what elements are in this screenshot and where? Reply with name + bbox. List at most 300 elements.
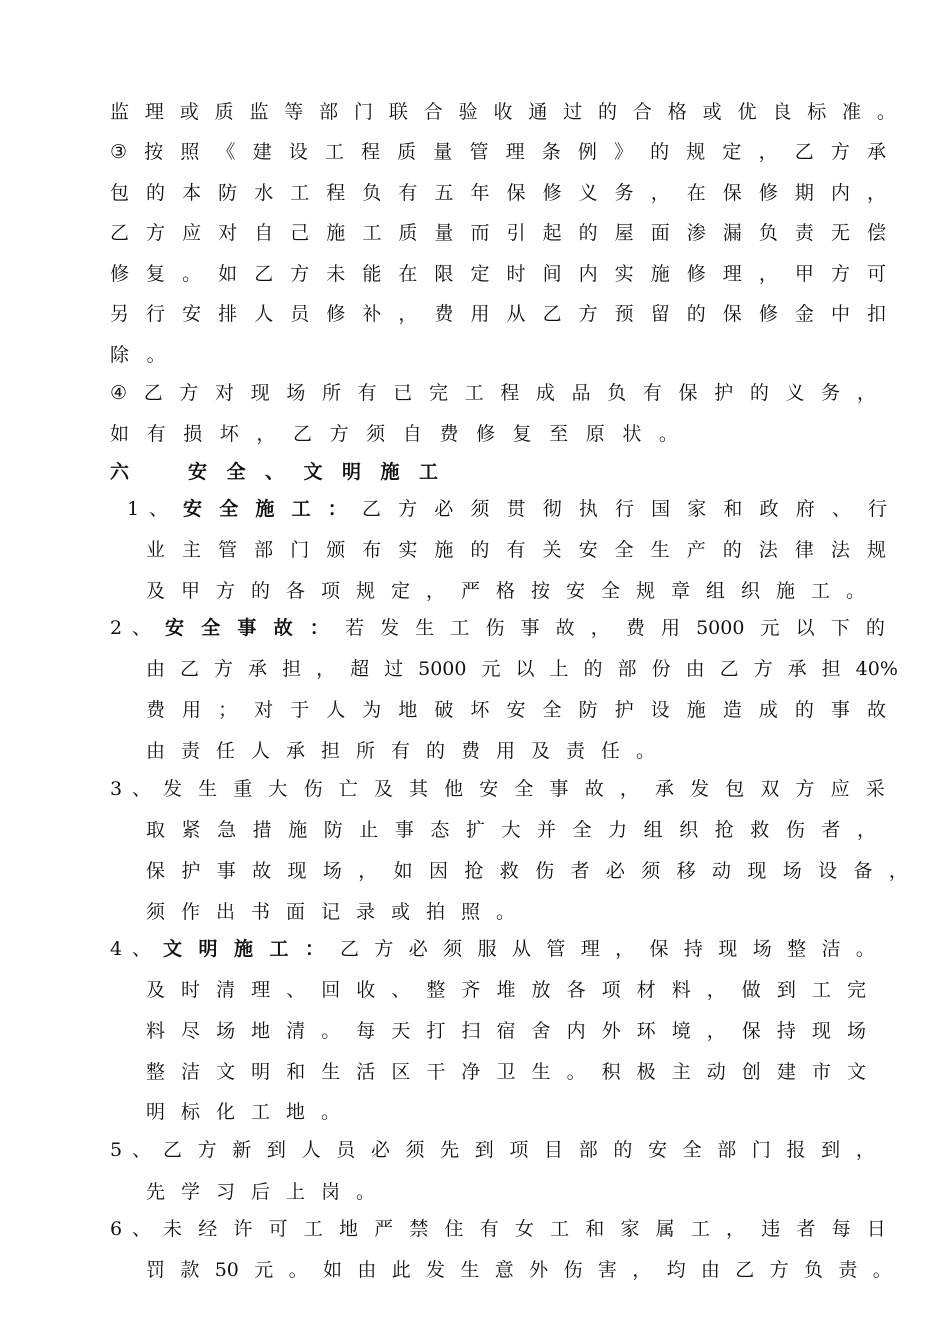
glyph: 重 (233, 778, 253, 800)
glyph: 有 (146, 423, 166, 445)
glyph: 费 (625, 617, 645, 639)
item-line (163, 1138, 875, 1162)
glyph: 实 (398, 539, 418, 561)
glyph: 组 (643, 819, 663, 841)
glyph: 场 (846, 1020, 866, 1042)
glyph: 担 (821, 658, 841, 680)
glyph: 上 (549, 658, 569, 680)
glyph: 护 (714, 382, 734, 404)
glyph: 面 (286, 901, 306, 923)
glyph: 方 (374, 938, 394, 960)
glyph: 必 (370, 1139, 390, 1161)
item-number (110, 1217, 154, 1241)
glyph: 织 (679, 819, 699, 841)
glyph: 对 (218, 222, 238, 244)
glyph: 己 (290, 222, 310, 244)
glyph: 补 (362, 303, 382, 325)
glyph: ， (619, 778, 639, 800)
glyph: 地 (286, 1101, 306, 1123)
glyph: 有 (398, 182, 418, 204)
glyph: 因 (429, 860, 449, 882)
glyph: 由 (146, 740, 166, 762)
glyph: 场 (782, 860, 802, 882)
glyph: 另 (110, 303, 130, 325)
item-line (146, 739, 671, 763)
glyph: 方 (753, 658, 773, 680)
glyph: 程 (361, 141, 381, 163)
glyph: 及 (531, 740, 551, 762)
glyph: 发 (690, 778, 710, 800)
glyph: 质 (398, 222, 418, 244)
glyph: 安 (182, 303, 202, 325)
glyph: 者 (570, 860, 590, 882)
glyph: 全 (542, 699, 562, 721)
glyph: 门 (751, 1139, 771, 1161)
glyph: 工 (324, 141, 344, 163)
glyph: 现 (718, 938, 738, 960)
glyph: 下 (830, 617, 850, 639)
glyph: 门 (290, 539, 310, 561)
glyph: 此 (391, 1259, 411, 1281)
glyph: 的 (426, 740, 446, 762)
glyph: 保 (722, 303, 742, 325)
glyph: ， (398, 303, 418, 325)
glyph: 防 (578, 699, 598, 721)
item-line (146, 657, 898, 681)
glyph: 到 (266, 1139, 286, 1161)
item-number (110, 1138, 154, 1162)
glyph: 费 (434, 303, 454, 325)
glyph: 伤 (785, 819, 805, 841)
glyph: 目 (544, 1139, 564, 1161)
glyph: 全 (219, 498, 239, 520)
glyph: 、 (132, 1218, 152, 1240)
glyph: 义 (785, 382, 805, 404)
glyph: 织 (741, 580, 761, 602)
glyph: 照 (180, 141, 200, 163)
glyph: 留 (650, 303, 670, 325)
glyph: 施 (255, 498, 275, 520)
glyph: ， (615, 938, 635, 960)
glyph: 人 (251, 740, 271, 762)
glyph: 化 (216, 1101, 236, 1123)
glyph: 负 (804, 1259, 824, 1281)
glyph: 乙 (340, 938, 360, 960)
glyph: 标 (807, 101, 827, 123)
glyph: 施 (776, 580, 796, 602)
glyph: 若 (345, 617, 365, 639)
glyph: 严 (461, 580, 481, 602)
glyph: 监 (249, 101, 269, 123)
glyph: 环 (636, 1020, 656, 1042)
glyph: 、 (132, 1139, 152, 1161)
glyph: 成 (535, 382, 555, 404)
glyph: 引 (506, 222, 526, 244)
glyph: 救 (499, 860, 519, 882)
glyph: 习 (216, 1181, 236, 1203)
glyph: 备 (853, 860, 873, 882)
glyph: 复 (512, 423, 532, 445)
glyph: 乙 (254, 263, 274, 285)
glyph: 原 (585, 423, 605, 445)
glyph: 伤 (563, 1259, 583, 1281)
glyph: 方 (290, 263, 310, 285)
glyph: 严 (374, 1218, 394, 1240)
glyph: 料 (146, 1020, 166, 1042)
glyph: ， (650, 182, 670, 204)
glyph: 方 (769, 1259, 789, 1281)
glyph: 乙 (143, 382, 163, 404)
glyph: 40% (855, 658, 898, 680)
glyph: ； (218, 699, 238, 721)
glyph: 生 (321, 1061, 341, 1083)
glyph: 在 (398, 263, 418, 285)
glyph: 动 (712, 860, 732, 882)
glyph: 除 (110, 344, 130, 366)
glyph: 舍 (531, 1020, 551, 1042)
glyph: 内 (830, 182, 850, 204)
glyph: 全 (601, 580, 621, 602)
glyph: 年 (470, 182, 490, 204)
glyph: 文 (216, 1061, 236, 1083)
glyph: 贯 (506, 498, 526, 520)
glyph: 的 (686, 303, 706, 325)
glyph: 量 (434, 222, 454, 244)
glyph: 规 (686, 141, 706, 163)
glyph: 彻 (542, 498, 562, 520)
glyph: 5000 (696, 617, 745, 639)
glyph: 修 (542, 182, 562, 204)
glyph: 须 (443, 938, 463, 960)
glyph: 状 (622, 423, 642, 445)
glyph: 优 (737, 101, 757, 123)
glyph: 自 (254, 222, 274, 244)
glyph: 费 (439, 423, 459, 445)
glyph: 场 (216, 1020, 236, 1042)
item-line (146, 900, 531, 924)
glyph: ， (758, 141, 778, 163)
glyph: 能 (362, 263, 382, 285)
glyph: 伤 (485, 617, 505, 639)
glyph: 联 (388, 101, 408, 123)
glyph: 应 (182, 222, 202, 244)
glyph: 修 (758, 182, 778, 204)
glyph: 任 (216, 740, 236, 762)
glyph: 施 (380, 461, 400, 483)
glyph: 方 (179, 382, 199, 404)
glyph: 女 (514, 1218, 534, 1240)
glyph: 保 (722, 182, 742, 204)
glyph: 规 (866, 539, 886, 561)
glyph: 洁 (181, 1061, 201, 1083)
paragraph-line (110, 140, 886, 164)
glyph: 质 (214, 101, 234, 123)
glyph: 。 (182, 263, 202, 285)
glyph: 、 (149, 498, 169, 520)
glyph: 尽 (181, 1020, 201, 1042)
glyph: 安 (506, 699, 526, 721)
glyph: 发 (163, 778, 183, 800)
glyph: 、 (132, 617, 152, 639)
glyph: 偿 (866, 222, 886, 244)
glyph: 均 (666, 1259, 686, 1281)
glyph: 用 (660, 617, 680, 639)
glyph: 业 (146, 539, 166, 561)
glyph: 以 (515, 658, 535, 680)
glyph: 全 (514, 778, 534, 800)
glyph: 保 (506, 182, 526, 204)
glyph: 工 (251, 1101, 271, 1123)
glyph: 有 (479, 1218, 499, 1240)
glyph: 中 (830, 303, 850, 325)
glyph: 定 (722, 141, 742, 163)
glyph: 责 (838, 1259, 858, 1281)
glyph: 《 (216, 141, 236, 163)
glyph: 的 (650, 141, 670, 163)
paragraph-line (110, 262, 886, 286)
glyph: 方 (329, 423, 349, 445)
glyph: 程 (326, 182, 346, 204)
glyph: 3 (110, 778, 123, 800)
glyph: 方 (197, 1139, 217, 1161)
glyph: 或 (179, 101, 199, 123)
glyph: 事 (394, 819, 414, 841)
item-number (127, 497, 171, 521)
glyph: 须 (641, 860, 661, 882)
paragraph-line (110, 100, 896, 124)
glyph: 项 (509, 1139, 529, 1161)
glyph: 有 (642, 382, 662, 404)
glyph: 所 (321, 382, 341, 404)
glyph: 的 (598, 101, 618, 123)
glyph: 的 (794, 699, 814, 721)
glyph: ： (305, 938, 325, 960)
glyph: 法 (830, 539, 850, 561)
glyph: 的 (146, 182, 166, 204)
glyph: 各 (286, 580, 306, 602)
glyph: 整 (426, 979, 446, 1001)
glyph: 违 (761, 1218, 781, 1240)
glyph: 五 (434, 182, 454, 204)
glyph: 门 (354, 101, 374, 123)
glyph: 各 (566, 979, 586, 1001)
glyph: 安 (566, 580, 586, 602)
glyph: 施 (326, 222, 346, 244)
glyph: 救 (750, 819, 770, 841)
glyph: 以 (795, 617, 815, 639)
glyph: 和 (723, 498, 743, 520)
glyph: 保 (146, 860, 166, 882)
glyph: 工 (419, 461, 439, 483)
glyph: 标 (181, 1101, 201, 1123)
glyph: 负 (758, 222, 778, 244)
glyph: ， (316, 658, 336, 680)
glyph: 关 (542, 539, 562, 561)
glyph: 到 (474, 1139, 494, 1161)
glyph: 方 (795, 778, 815, 800)
glyph: 须 (366, 423, 386, 445)
glyph: 急 (217, 819, 237, 841)
glyph: 极 (636, 1061, 656, 1083)
glyph: 有 (506, 539, 526, 561)
glyph: 市 (811, 1061, 831, 1083)
glyph: 场 (752, 938, 772, 960)
glyph: 格 (496, 580, 516, 602)
glyph: 先 (440, 1139, 460, 1161)
glyph: 文 (163, 938, 183, 960)
glyph: 。 (496, 901, 516, 923)
glyph: 到 (776, 979, 796, 1001)
glyph: 从 (506, 303, 526, 325)
glyph: 规 (356, 580, 376, 602)
glyph: 在 (686, 182, 706, 204)
glyph: 方 (214, 658, 234, 680)
glyph: 期 (794, 182, 814, 204)
glyph: 全 (201, 617, 221, 639)
glyph: 每 (356, 1020, 376, 1042)
item-line (146, 698, 886, 722)
glyph: 外 (529, 1259, 549, 1281)
item-line (146, 1060, 866, 1084)
glyph: 由 (700, 1259, 720, 1281)
glyph: 金 (794, 303, 814, 325)
glyph: 安 (165, 617, 185, 639)
glyph: 明 (342, 461, 362, 483)
glyph: 材 (636, 979, 656, 1001)
item-line (146, 538, 886, 562)
glyph: ， (256, 423, 276, 445)
glyph: 措 (252, 819, 272, 841)
glyph: 组 (706, 580, 726, 602)
glyph: 为 (362, 699, 382, 721)
glyph: 伤 (303, 778, 323, 800)
glyph: ， (632, 1259, 652, 1281)
glyph: 全 (572, 819, 592, 841)
list-item-2 (110, 616, 886, 640)
paragraph-line (110, 422, 696, 446)
glyph: 事 (216, 860, 236, 882)
glyph: 排 (218, 303, 238, 325)
glyph: 设 (650, 699, 670, 721)
glyph: 的 (865, 617, 885, 639)
glyph: 理 (251, 979, 271, 1001)
glyph: 水 (254, 182, 274, 204)
glyph: 及 (146, 580, 166, 602)
glyph: 堆 (496, 979, 516, 1001)
glyph: 止 (359, 819, 379, 841)
item-label (163, 937, 341, 961)
glyph: 工 (811, 580, 831, 602)
glyph: 乙 (362, 498, 382, 520)
glyph: 故 (555, 617, 575, 639)
glyph: 料 (671, 979, 691, 1001)
glyph: 服 (477, 938, 497, 960)
list-item-1 (127, 497, 887, 521)
glyph: 包 (725, 778, 745, 800)
glyph: ， (856, 382, 876, 404)
glyph: 害 (597, 1259, 617, 1281)
glyph: 安 (183, 498, 203, 520)
glyph: ， (358, 860, 378, 882)
glyph: 承 (654, 778, 674, 800)
glyph: 修 (758, 303, 778, 325)
glyph: 监 (110, 101, 130, 123)
glyph: 甲 (794, 263, 814, 285)
glyph: 义 (578, 182, 598, 204)
glyph: 起 (542, 222, 562, 244)
glyph: 。 (321, 1101, 341, 1123)
glyph: 款 (180, 1259, 200, 1281)
glyph: ， (706, 979, 726, 1001)
glyph: 建 (776, 1061, 796, 1083)
glyph: 5000 (418, 658, 467, 680)
glyph: 甲 (181, 580, 201, 602)
item-line (340, 937, 875, 961)
glyph: 员 (336, 1139, 356, 1161)
item-line (362, 497, 887, 521)
glyph: ， (726, 1218, 746, 1240)
glyph: 扫 (461, 1020, 481, 1042)
glyph: 内 (566, 1020, 586, 1042)
paragraph-line (110, 381, 876, 405)
glyph: 例 (577, 141, 597, 163)
glyph: 方 (146, 222, 166, 244)
glyph: 完 (428, 382, 448, 404)
glyph: 和 (585, 1218, 605, 1240)
glyph: ， (758, 263, 778, 285)
glyph: 设 (818, 860, 838, 882)
glyph: 管 (546, 938, 566, 960)
list-item-3 (110, 777, 886, 801)
glyph: 施 (434, 539, 454, 561)
item-label (183, 497, 364, 521)
glyph: 人 (326, 699, 346, 721)
glyph: 或 (391, 901, 411, 923)
glyph: 破 (434, 699, 454, 721)
glyph: 。 (872, 1259, 892, 1281)
glyph: ， (856, 819, 876, 841)
glyph: 场 (286, 382, 306, 404)
glyph: 事 (520, 617, 540, 639)
glyph: 担 (282, 658, 302, 680)
glyph: 生 (531, 1061, 551, 1083)
glyph: 。 (288, 1259, 308, 1281)
glyph: 文 (303, 461, 323, 483)
glyph: 而 (470, 222, 490, 244)
glyph: 生 (460, 1259, 480, 1281)
glyph: 行 (867, 498, 887, 520)
glyph: 修 (686, 263, 706, 285)
glyph: 整 (787, 938, 807, 960)
glyph: 对 (254, 699, 274, 721)
glyph: 境 (671, 1020, 691, 1042)
glyph: 先 (146, 1181, 166, 1203)
glyph: 家 (620, 1218, 640, 1240)
glyph: 元 (760, 617, 780, 639)
glyph: 生 (415, 617, 435, 639)
glyph: 安 (188, 461, 208, 483)
glyph: 过 (384, 658, 404, 680)
glyph: 护 (614, 699, 634, 721)
glyph: 主 (671, 1061, 691, 1083)
glyph: 。 (876, 101, 896, 123)
glyph: 从 (511, 938, 531, 960)
glyph: 元 (254, 1259, 274, 1281)
glyph: 、 (132, 778, 152, 800)
glyph: 良 (772, 101, 792, 123)
glyph: 的 (749, 382, 769, 404)
glyph: 放 (531, 979, 551, 1001)
